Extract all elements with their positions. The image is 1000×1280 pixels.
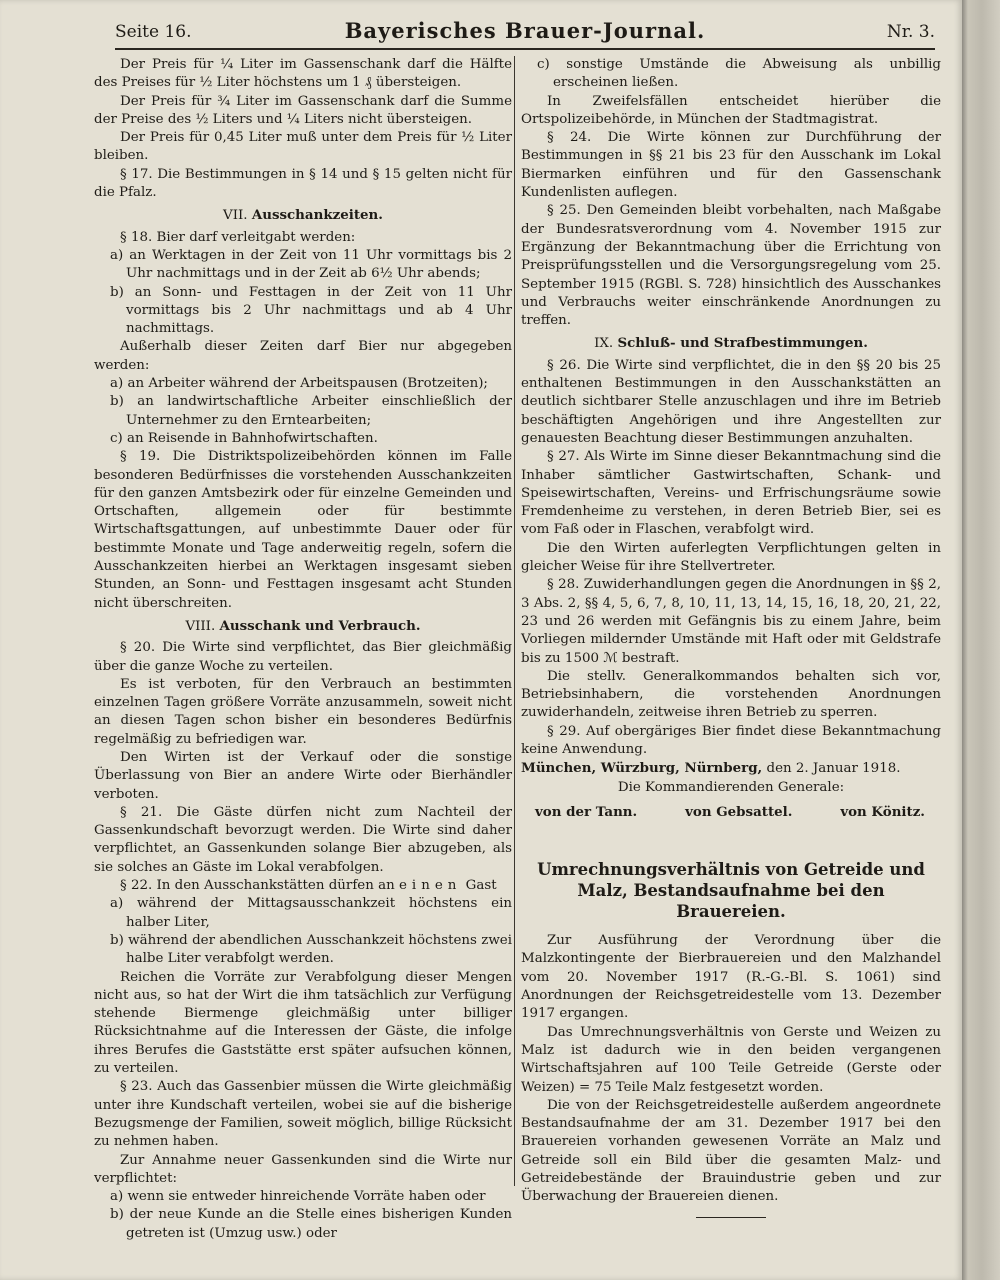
section-number: VIII. <box>185 618 216 634</box>
paragraph: Zur Annahme neuer Gassenkunden sind die Wirte nur verpflichtet: <box>94 1152 512 1186</box>
page-header <box>115 18 935 50</box>
column-divider <box>514 56 515 1186</box>
list-item: b) an Sonn- und Festtagen in der Zeit von 11 Uhr vormittags bis 2 Uhr nachmittags und ab 4 Uhr nachmittags. <box>110 284 512 337</box>
issue-number: Nr. 3. <box>886 22 935 42</box>
paragraph: § 20. Die Wirte sind verpflichtet, das Bier gleichmäßig über die ganze Woche zu verteilen. <box>94 640 512 674</box>
signature-von-der-tann: von der Tann. <box>535 803 638 820</box>
paragraph: § 26. Die Wirte sind verpflichtet, die in den §§ 20 bis 25 enthaltenen Bestimmungen in den Ausschankstätten an deutlich sichtbarer Stelle anzuschlagen und ihre im Betrieb beschäftigten Angehörigen und ihre Angestellten zur genauesten Beachtung dieser Bestimmungen anzuhalten. <box>521 357 941 446</box>
end-rule <box>696 1217 766 1218</box>
section-title: Ausschank und Verbrauch. <box>219 617 421 634</box>
signatures <box>521 803 941 821</box>
text-run: § 22. In den Ausschankstätten dürfen an <box>120 878 395 894</box>
paragraph: In Zweifelsfällen entscheidet hierüber die Ortspolizeibehörde, in München der Stadtmagistrat. <box>521 93 941 127</box>
place-names: München, Würzburg, Nürnberg, <box>521 760 763 777</box>
paragraph: Die von der Reichsgetreidestelle außerdem angeordnete Bestandsaufnahme der am 31. Dezember 1917 bei den Brauereien vorhanden gewesenen Vorräte an Malz und Getreide soll ein Bild über die gesamten Malz- und Getreidebestände der Brauindustrie geben und zur Überwachung der Brauereien dienen. <box>521 1097 941 1205</box>
list-item: a) wenn sie entweder hinreichende Vorräte haben oder <box>110 1189 486 1205</box>
text-run: Gast <box>465 878 497 894</box>
paragraph: Der Preis für 0,45 Liter muß unter dem Preis für ½ Liter bleiben. <box>94 130 512 164</box>
paragraph: Der Preis für ¼ Liter im Gassenschank darf die Hälfte des Preises für ½ Liter höchstens um 1 ₰ übersteigen. <box>94 57 512 91</box>
paragraph: Die den Wirten auferlegten Verpflichtungen gelten in gleicher Weise für ihre Stellvertreter. <box>521 540 941 575</box>
paragraph: Reichen die Vorräte zur Verabfolgung dieser Mengen nicht aus, so hat der Wirt die ihm tatsächlich zur Verfügung stehende Biermenge gleichmäßig unter billiger Rücksichtnahme auf die Interessen der Gäste, die infolge ihres Berufes die Gaststätte erst später aufsuchen können, zu verteilen. <box>94 969 512 1077</box>
page-number: Seite 16. <box>115 22 192 42</box>
section-number: IX. <box>594 336 614 352</box>
paragraph: § 19. Die Distriktspolizeibehörden können im Falle besonderen Bedürfnisses die vorstehenden Ausschankzeiten für den ganzen Amtsbezirk oder für einzelne Gemeinden und Ortschaften, allgemein oder für bestimmte Wirtschaftsgattungen, auf unbestimmte Dauer oder für bestimmte Monate und Tage anderweitig regeln, sofern die Ausschankzeiten hierbei an Werktagen insgesamt sieben Stunden, an Sonn- und Festtagen insgesamt acht Stunden nicht überschreiten. <box>94 449 512 611</box>
paragraph: § 21. Die Gäste dürfen nicht zum Nachteil der Gassenkundschaft bevorzugt werden. Die Wirte sind daher verpflichtet, an Gassenkunden solange Bier abzugeben, als sie solches an Gäste im Lokal verabfolgen. <box>94 804 512 875</box>
paragraph: Zur Ausführung der Verordnung über die Malzkontingente der Bierbrauereien und den Malzhandel vom 20. November 1917 (R.-G.-Bl. S. 1061) sind Anordnungen der Reichsgetreidestelle vom 13. Dezember 1917 ergangen. <box>521 933 941 1022</box>
list-item: c) an Reisende in Bahnhofwirtschaften. <box>110 430 378 446</box>
list-item: a) während der Mittagsausschankzeit höchstens ein halber Liter, <box>110 896 512 930</box>
paragraph: Der Preis für ¾ Liter im Gassenschank darf die Summe der Preise des ½ Liters und ¼ Liters nicht übersteigen. <box>94 93 512 127</box>
section-title: Ausschankzeiten. <box>251 207 383 224</box>
list-item: b) an landwirtschaftliche Arbeiter einschließlich der Unternehmer zu den Erntearbeiten; <box>110 394 512 428</box>
section-heading-ix <box>521 334 941 353</box>
page-edge <box>962 0 1000 1280</box>
date: den 2. Januar 1918. <box>766 761 901 777</box>
article-title: Umrechnungsverhältnis von Getreide und Malz, Bestandsaufnahme bei den Brauereien. <box>537 860 925 922</box>
journal-title: Bayerisches Brauer-Journal. <box>344 18 706 43</box>
signature-von-gebsattel: von Gebsattel. <box>685 803 793 820</box>
generals-label: Die Kommandierenden Generale: <box>617 779 845 795</box>
paragraph: Den Wirten ist der Verkauf oder die sonstige Überlassung von Bier an andere Wirte oder Bierhändler verboten. <box>94 749 512 802</box>
signature-von-koenitz: von Könitz. <box>840 803 925 820</box>
place-date-line <box>521 759 941 778</box>
paragraph: § 23. Auch das Gassenbier müssen die Wirte gleichmäßig unter ihre Kundschaft verteilen, wobei sie auf die bisherige Bezugsmenge der Familien, soweit möglich, billige Rücksicht zu nehmen haben. <box>94 1079 512 1150</box>
list-item: b) während der abendlichen Ausschankzeit höchstens zwei halbe Liter verabfolgt werden. <box>110 932 512 967</box>
list-item: c) sonstige Umstände die Abweisung als unbillig erscheinen ließen. <box>537 57 941 91</box>
section-title: Schluß- und Strafbestimmungen. <box>617 335 868 352</box>
list-item: b) der neue Kunde an die Stelle eines bisherigen Kunden getreten ist (Umzug usw.) oder <box>110 1207 512 1241</box>
emphasized-word: einen <box>398 878 462 894</box>
paragraph: § 18. Bier darf verleitgabt werden: <box>120 229 356 245</box>
paragraph: § 25. Den Gemeinden bleibt vorbehalten, nach Maßgabe der Bundesratsverordnung vom 4. November 1915 zur Ergänzung der Bekanntmachung über die Errichtung von Preisprüfungsstellen und die Versorgungsregelung vom 25. September 1915 (RGBl. S. 728) hinsichtlich des Ausschankes und Verbrauchs weiter einschränkende Anordnungen zu treffen. <box>521 203 941 329</box>
list-item: a) an Arbeiter während der Arbeitspausen (Brotzeiten); <box>110 376 488 392</box>
section-heading-viii <box>94 617 512 636</box>
paragraph: § 28. Zuwiderhandlungen gegen die Anordnungen in §§ 2, 3 Abs. 2, §§ 4, 5, 6, 7, 8, 10, 11, 13, 14, 15, 16, 18, 20, 21, 22, 23 und 26 werden mit Gefängnis bis zu einem Jahre, beim Vorliegen mildernder Umstände mit Haft oder mit Geldstrafe bis zu 1500 ℳ bestraft. <box>521 577 941 666</box>
section-heading-vii <box>94 206 512 225</box>
paragraph: Es ist verboten, für den Verbrauch an bestimmten einzelnen Tagen größere Vorräte anzusammeln, soweit nicht an diesen Tagen schon bisher ein besonderes Bedürfnis regelmäßig zu befriedigen war. <box>94 676 512 747</box>
paragraph: § 29. Auf obergäriges Bier findet diese Bekanntmachung keine Anwendung. <box>521 723 941 757</box>
left-column <box>94 56 512 1243</box>
paragraph: § 27. Als Wirte im Sinne dieser Bekanntmachung sind die Inhaber sämtlicher Gastwirtschaften, Schank- und Speisewirtschaften, Vereins- und Erfrischungsräume sowie Fremdenheime zu verstehen, in deren Betrieb Bier, sei es vom Faß oder in Flaschen, verabfolgt wird. <box>521 449 941 538</box>
paragraph: § 24. Die Wirte können zur Durchführung der Bestimmungen in §§ 21 bis 23 für den Ausschank im Lokal Biermarken einführen und für den Gassenschank Kundenlisten auflegen. <box>521 130 941 201</box>
paragraph: Außerhalb dieser Zeiten darf Bier nur abgegeben werden: <box>94 339 512 373</box>
list-item: a) an Werktagen in der Zeit von 11 Uhr vormittags bis 2 Uhr nachmittags und in der Zeit ab 6½ Uhr abends; <box>110 247 512 282</box>
paragraph <box>94 877 512 895</box>
paragraph: Die stellv. Generalkommandos behalten sich vor, Betriebsinhabern, die vorstehenden Anordnungen zuwiderhandeln, zeitweise ihren Betrieb zu sperren. <box>521 668 941 721</box>
section-number: VII. <box>223 208 248 224</box>
right-column <box>521 56 941 1218</box>
paragraph: Das Umrechnungsverhältnis von Gerste und Weizen zu Malz ist dadurch wie in den beiden vergangenen Wirtschaftsjahren auf 100 Teile Getreide (Gerste oder Weizen) = 75 Teile Malz festgesetzt worden. <box>521 1024 941 1095</box>
paragraph: § 17. Die Bestimmungen in § 14 und § 15 gelten nicht für die Pfalz. <box>94 166 512 201</box>
